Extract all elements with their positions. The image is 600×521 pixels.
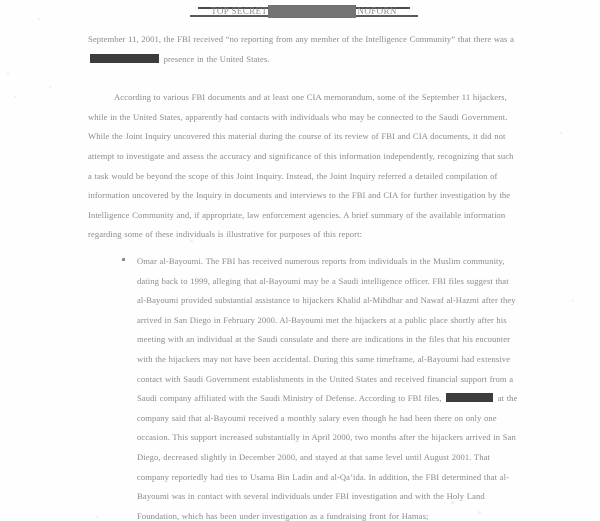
redaction-block-header bbox=[268, 5, 356, 18]
list-item-text-b: at the company said that al-Bayoumi received a monthly salary even though he had been there on only one occasion. This support increased substantially in April 2000, two months after the hijackers arrived in San Diego, decreased slightly in December 2000, and stayed at that same level until August 2001. That company reportedly had ties to Usama Bin Ladin and al-Qa’ida. In addition, the FBI determined that al-Bayoumi was in contact with several individuals under FBI investigation and with the Holy Land Foundation, which has been under investigation as a fundraising front for Hamas; bbox=[137, 393, 518, 521]
redaction-block-paragraph-1 bbox=[90, 54, 159, 63]
paragraph-2 bbox=[88, 88, 520, 245]
paragraph-1 bbox=[88, 30, 520, 69]
list-item-text-a: Omar al-Bayoumi. The FBI has received numerous reports from individuals in the Muslim community, dating back to 1999, alleging that al-Bayoumi may be a Saudi intelligence officer. FBI files suggest that al-Bayoumi provided substantial assistance to hijackers Khalid al-Mihdhar and Nawaf al-Hazmi after they arrived in San Diego in February 2000. Al-Bayoumi met the hijackers at a public place shortly after his meeting with an individual at the Saudi consulate and there are indications in the files that his encounter with the hijackers may not have been accidental. During this same timeframe, al-Bayoumi had extensive contact with Saudi Government establishments in the United States and received financial support from a Saudi company affiliated with the Saudi Ministry of Defense. According to FBI files, bbox=[137, 256, 516, 404]
paragraph-1-text-b: presence in the United States. bbox=[161, 53, 270, 64]
paragraph-2-text: According to various FBI documents and at least one CIA memorandum, some of the September 11 hijackers, while in the United States, apparently had contacts with individuals who may be connected to the Saudi Government. While the Joint Inquiry uncovered this material during the course of its review of FBI and CIA documents, it did not attempt to investigate and assess the accuracy and significance of this information independently, recognizing that such a task would be beyond the scope of this Joint Inquiry. Instead, the Joint Inquiry referred a detailed compilation of information uncovered by the Inquiry in documents and interviews to the FBI and CIA for further investigation by the Intelligence Community and, if appropriate, law enforcement agencies. A brief summary of the available information regarding some of these individuals is illustrative for purposes of this report: bbox=[88, 92, 514, 240]
redaction-block-bullet-1 bbox=[446, 393, 493, 402]
classification-banner bbox=[0, 0, 600, 20]
scan-artifact bbox=[49, 86, 51, 88]
document-body bbox=[88, 30, 520, 245]
scan-artifact bbox=[560, 132, 562, 134]
bullet-list bbox=[88, 252, 520, 521]
scan-artifact bbox=[7, 72, 9, 74]
classification-right-text: NOFORN bbox=[357, 6, 397, 16]
paragraph-spacer bbox=[88, 69, 520, 88]
scan-artifact bbox=[572, 300, 574, 302]
classification-marking bbox=[186, 5, 422, 18]
bullet-marker-icon bbox=[122, 258, 125, 261]
paragraph-1-text-a: September 11, 2001, the FBI received “no reporting from any member of the Intelligence Community” that there was a bbox=[88, 34, 514, 44]
classification-left-text: TOP SECRET bbox=[211, 6, 268, 16]
scan-artifact bbox=[14, 96, 16, 98]
list-item bbox=[88, 252, 520, 521]
